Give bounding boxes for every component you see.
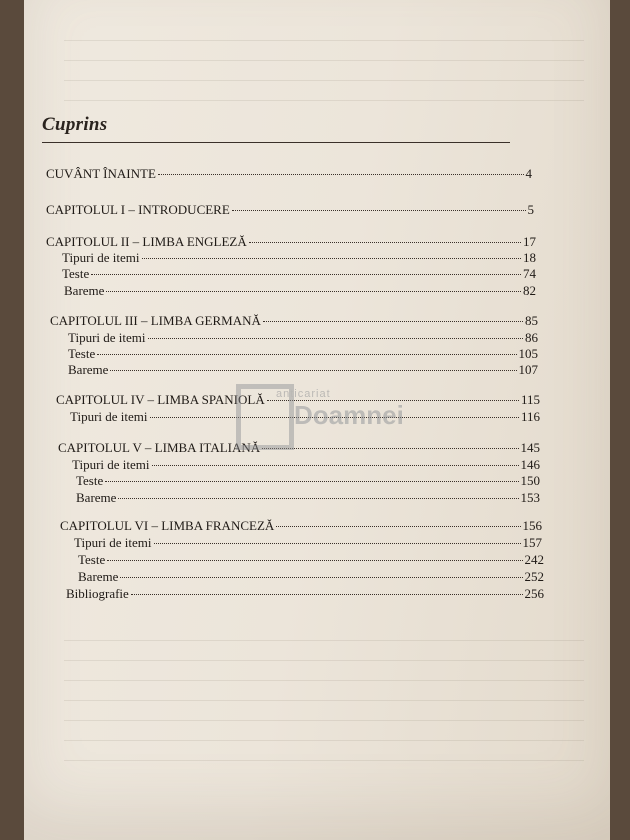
toc-entry-chapter-3-scales[interactable]: [68, 362, 538, 378]
toc-entry-page: 5: [527, 202, 534, 217]
dot-leader: [263, 321, 523, 322]
toc-entry-label: Bibliografie: [66, 586, 129, 601]
dot-leader: [107, 560, 522, 561]
watermark-line1: anticariat: [276, 388, 331, 400]
toc-entry-page: 146: [520, 457, 540, 472]
dot-leader: [131, 594, 523, 595]
toc-entry-page: 156: [522, 518, 542, 533]
dot-leader: [232, 210, 526, 211]
toc-entry-chapter-2[interactable]: [46, 234, 536, 250]
toc-entry-bibliography[interactable]: [66, 586, 544, 602]
toc-entry-chapter-1[interactable]: [46, 202, 534, 218]
toc-entry-page: 153: [520, 490, 540, 505]
toc-entry-label: Tipuri de itemi: [68, 330, 146, 345]
dot-leader: [97, 354, 516, 355]
dot-leader: [158, 174, 524, 175]
toc-entry-label: CUVÂNT ÎNAINTE: [46, 166, 156, 181]
toc-entry-page: 242: [524, 552, 544, 567]
toc-entry-label: CAPITOLUL VI – LIMBA FRANCEZĂ: [60, 518, 275, 533]
toc-entry-page: 256: [524, 586, 544, 601]
toc-entry-label: CAPITOLUL V – LIMBA ITALIANĂ: [58, 440, 261, 455]
toc-entry-page: 86: [525, 330, 538, 345]
dot-leader: [118, 498, 518, 499]
toc-entry-label: Teste: [68, 346, 96, 361]
toc-entry-chapter-3-tests[interactable]: [68, 346, 538, 362]
toc-entry-page: 82: [523, 283, 536, 298]
toc-entry-chapter-6-items[interactable]: [74, 535, 542, 551]
toc-entry-chapter-6[interactable]: [60, 518, 542, 534]
toc-entry-chapter-3[interactable]: [50, 313, 538, 329]
toc-entry-page: 145: [520, 440, 540, 455]
toc-entry-chapter-6-tests[interactable]: [78, 552, 544, 568]
dot-leader: [276, 526, 520, 527]
dot-leader: [106, 291, 521, 292]
dot-leader: [91, 274, 521, 275]
toc-entry-label: Tipuri de itemi: [62, 250, 140, 265]
toc-entry-page: 252: [524, 569, 544, 584]
toc-entry-chapter-3-items[interactable]: [68, 330, 538, 346]
toc-entry-label: Tipuri de itemi: [74, 535, 152, 550]
toc-entry-label: Tipuri de itemi: [72, 457, 150, 472]
toc-entry-page: 157: [522, 535, 542, 550]
toc-entry-label: CAPITOLUL III – LIMBA GERMANĂ: [50, 313, 261, 328]
toc-entry-chapter-5-scales[interactable]: [76, 490, 540, 506]
toc-entry-page: 85: [525, 313, 538, 328]
toc-entry-page: 17: [523, 234, 536, 249]
toc-entry-page: 115: [520, 392, 540, 407]
dot-leader: [142, 258, 521, 259]
dot-leader: [110, 370, 516, 371]
toc-entry-label: Tipuri de itemi: [70, 409, 148, 424]
toc-entry-chapter-2-tests[interactable]: [62, 266, 536, 282]
dot-leader: [152, 465, 519, 466]
toc-entry-foreword[interactable]: [46, 166, 532, 182]
toc-entry-page: 107: [518, 362, 538, 377]
toc-entry-label: Bareme: [78, 569, 119, 584]
toc-entry-chapter-5-tests[interactable]: [76, 473, 540, 489]
dot-leader: [105, 481, 518, 482]
toc-entry-label: Bareme: [76, 490, 117, 505]
toc-entry-label: Teste: [78, 552, 106, 567]
toc-entry-page: 105: [518, 346, 538, 361]
toc-entry-label: Teste: [62, 266, 90, 281]
toc-entry-page: 116: [520, 409, 540, 424]
dot-leader: [154, 543, 521, 544]
toc-entry-page: 4: [525, 166, 532, 181]
toc-entry-chapter-6-scales[interactable]: [78, 569, 544, 585]
book-page: [24, 0, 610, 840]
toc-entry-chapter-5-items[interactable]: [72, 457, 540, 473]
watermark-line2: Doamnei: [294, 400, 404, 430]
toc-entry-label: CAPITOLUL II – LIMBA ENGLEZĂ: [46, 234, 247, 249]
toc-entry-chapter-2-items[interactable]: [62, 250, 536, 266]
toc-entry-page: 150: [520, 473, 540, 488]
toc-title: Cuprins: [42, 114, 108, 135]
toc-entry-page: 74: [523, 266, 536, 281]
watermark-logo: [236, 384, 404, 454]
toc-entry-label: CAPITOLUL IV – LIMBA SPANIOLĂ: [56, 392, 265, 407]
toc-entry-label: Bareme: [68, 362, 109, 377]
dot-leader: [120, 577, 522, 578]
toc-entry-chapter-2-scales[interactable]: [64, 283, 536, 299]
toc-entry-label: CAPITOLUL I – INTRODUCERE: [46, 202, 230, 217]
toc-entry-label: Bareme: [64, 283, 105, 298]
dot-leader: [249, 242, 521, 243]
dot-leader: [148, 338, 523, 339]
toc-entry-page: 18: [523, 250, 536, 265]
toc-entry-label: Teste: [76, 473, 104, 488]
